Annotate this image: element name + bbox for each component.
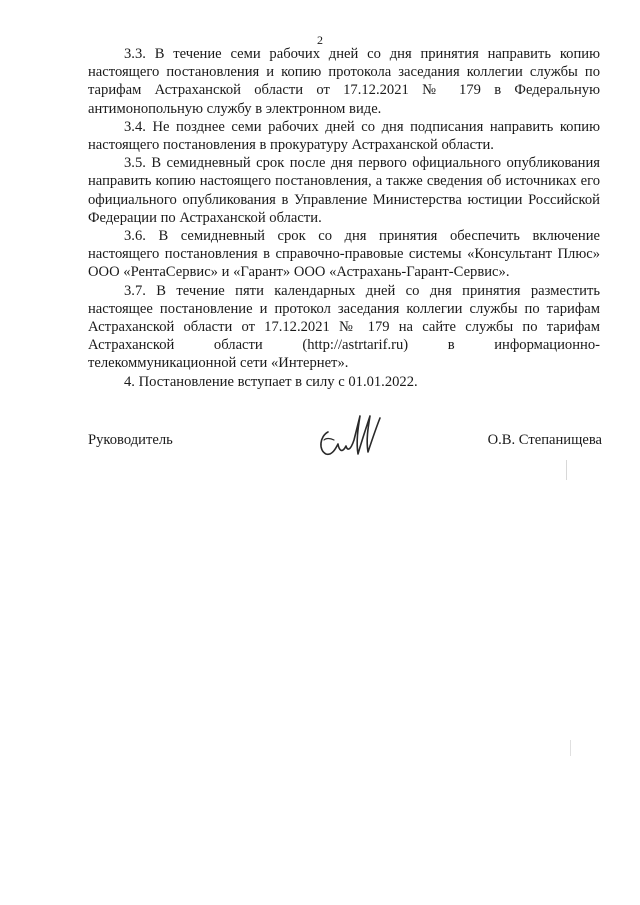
paragraph-3-5: 3.5. В семидневный срок после дня первого официального опубликования направить копию настоящего постановления, а также сведения об источниках его официального опубликования в Управление Министерства юстиции Российской Федерации по Астраханской области. <box>88 155 600 226</box>
signature-block <box>88 410 602 470</box>
page-number: 2 <box>317 33 323 47</box>
document-body <box>88 45 600 391</box>
signatory-role: Руководитель <box>88 432 173 448</box>
signatory-name: О.В. Степанищева <box>487 432 602 448</box>
paragraph-3-6: 3.6. В семидневный срок со дня принятия обеспечить включение настоящего постановления в справочно-правовые системы «Консультант Плюс» ООО «РентаСервис» и «Гарант» ООО «Астрахань-Гарант-Сервис». <box>88 228 600 281</box>
scan-artifact <box>570 740 571 756</box>
paragraph-3-4: 3.4. Не позднее семи рабочих дней со дня подписания направить копию настоящего постановления в прокуратуру Астраханской области. <box>88 118 600 154</box>
paragraph-3-7: 3.7. В течение пяти календарных дней со дня принятия разместить настоящее постановление и протокол заседания коллегии службы по тарифам Астраханской области от 17.12.2021 № 179 на сайте службы по тарифам Астраханской области (http://astrtarif.ru) в информационно-телекоммуникационной сети «Интернет». <box>88 282 600 372</box>
scan-artifact <box>566 460 567 480</box>
paragraph-3-3: 3.3. В течение семи рабочих дней со дня принятия направить копию настоящего постановления и копию протокола заседания коллегии службы по тарифам Астраханской области от 17.12.2021 № 179 в Федеральную антимонопольную службу в электронном виде. <box>88 46 600 117</box>
paragraph-4: 4. Постановление вступает в силу с 01.01.2022. <box>124 373 418 390</box>
handwritten-signature <box>314 410 386 460</box>
